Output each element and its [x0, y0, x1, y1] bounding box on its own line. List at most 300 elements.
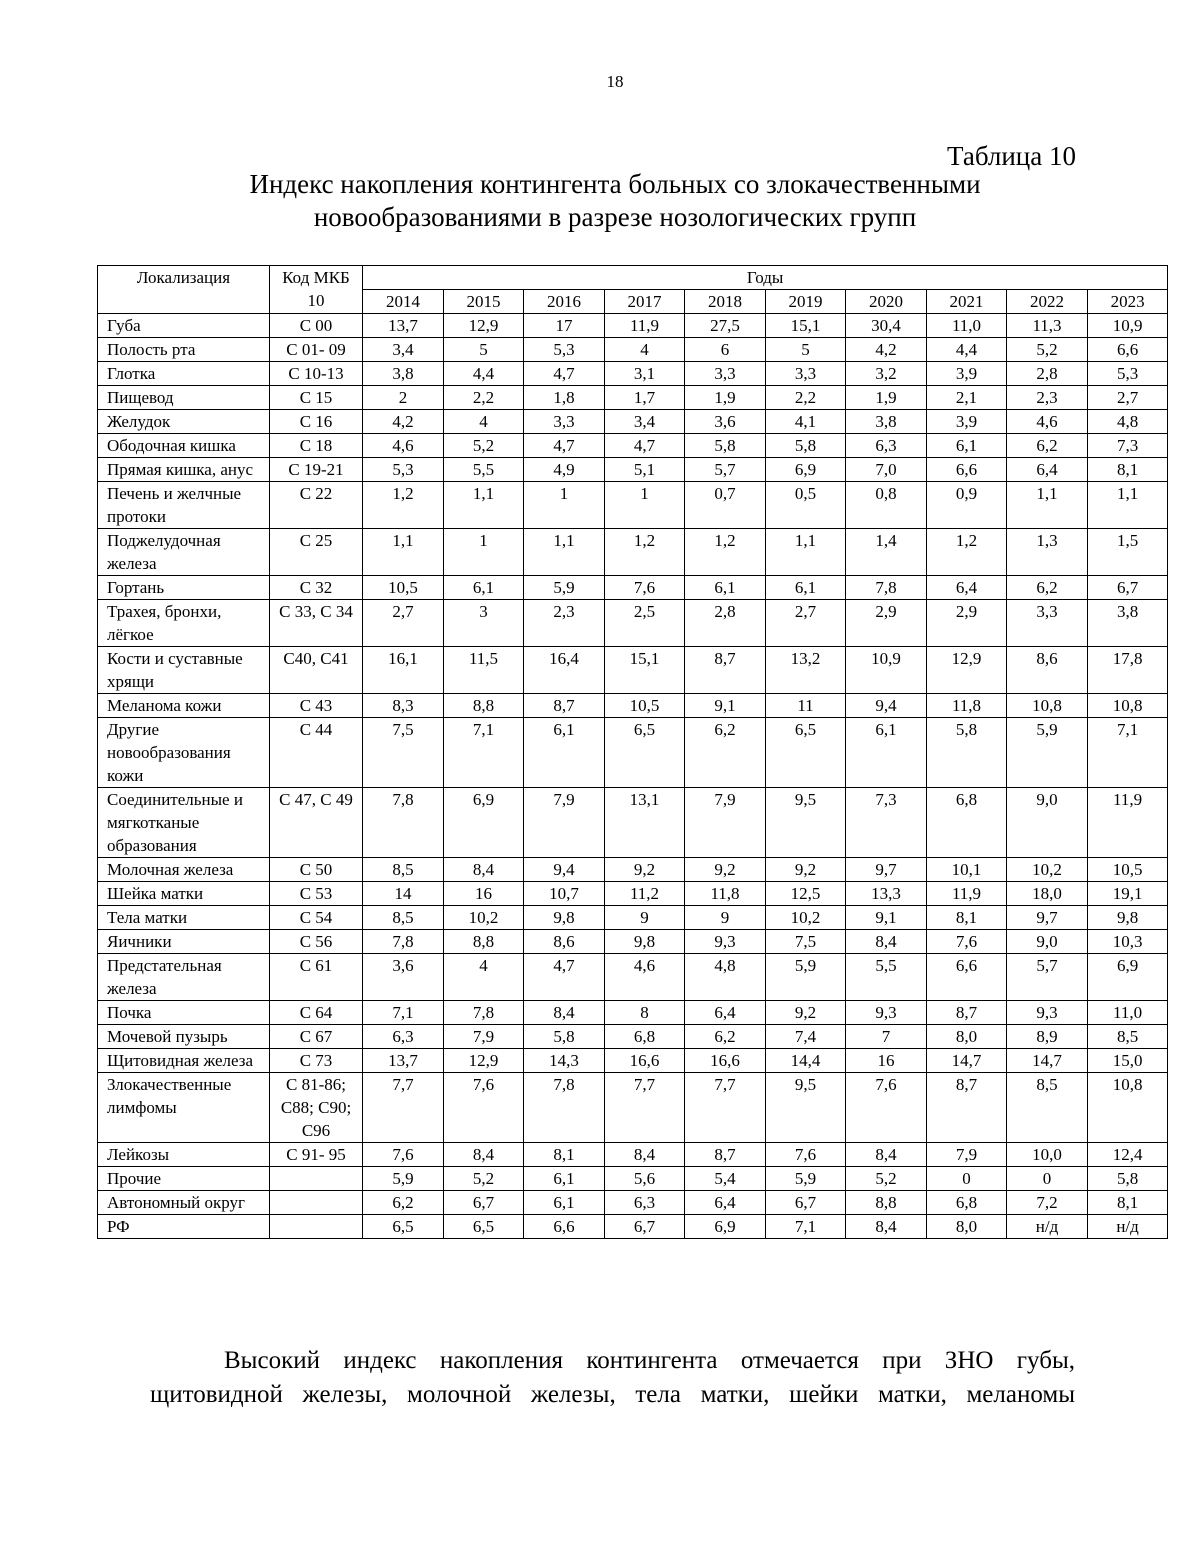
- cell-value: 6,3: [605, 1191, 685, 1215]
- cell-value: 1: [524, 482, 605, 529]
- cell-value: 6,9: [1088, 954, 1168, 1001]
- cell-value: 9: [605, 906, 685, 930]
- cell-value: 5,9: [766, 1167, 846, 1191]
- cell-value: 8,8: [846, 1191, 927, 1215]
- cell-value: 10,2: [1007, 858, 1088, 882]
- cell-value: 10,7: [524, 882, 605, 906]
- cell-value: 4,2: [846, 338, 927, 362]
- cell-value: 16,1: [363, 647, 444, 694]
- cell-value: 9,2: [766, 858, 846, 882]
- cell-value: 0: [927, 1167, 1007, 1191]
- cell-value: 14,7: [1007, 1049, 1088, 1073]
- header-years-group: Годы: [363, 266, 1168, 290]
- cell-value: 10,5: [363, 576, 444, 600]
- cell-value: 8,4: [524, 1001, 605, 1025]
- table-row: [98, 314, 1168, 338]
- cell-value: 10,8: [1007, 694, 1088, 718]
- cell-value: 9,7: [846, 858, 927, 882]
- cell-value: 7,5: [766, 930, 846, 954]
- cell-value: 1,7: [605, 386, 685, 410]
- cell-code: С 10-13: [270, 362, 363, 386]
- cell-value: 6,4: [685, 1001, 766, 1025]
- table-row: [98, 1167, 1168, 1191]
- cell-value: 1,1: [1088, 482, 1168, 529]
- cell-value: 1,3: [1007, 529, 1088, 576]
- cell-code: С40, С41: [270, 647, 363, 694]
- cell-localization: Поджелудочная железа: [98, 529, 270, 576]
- cell-value: 8,8: [444, 694, 524, 718]
- cell-value: 16,6: [685, 1049, 766, 1073]
- header-year: 2015: [444, 290, 524, 314]
- cell-code: С 22: [270, 482, 363, 529]
- cell-value: 5,2: [444, 1167, 524, 1191]
- cell-value: 5,2: [444, 434, 524, 458]
- cell-code: С 19-21: [270, 458, 363, 482]
- cell-value: 9,8: [605, 930, 685, 954]
- cell-value: 7,6: [766, 1143, 846, 1167]
- cell-value: 3,9: [927, 410, 1007, 434]
- cell-value: 8,1: [927, 906, 1007, 930]
- cell-value: 5,6: [605, 1167, 685, 1191]
- cell-code: С 18: [270, 434, 363, 458]
- cell-value: 5,2: [846, 1167, 927, 1191]
- cell-value: 3,6: [685, 410, 766, 434]
- cell-value: 6,7: [605, 1215, 685, 1239]
- cell-value: 5,4: [685, 1167, 766, 1191]
- cell-code: С 01- 09: [270, 338, 363, 362]
- cell-value: 9,4: [846, 694, 927, 718]
- cell-value: 11,3: [1007, 314, 1088, 338]
- table-row: [98, 1073, 1168, 1143]
- cell-value: 9,1: [846, 906, 927, 930]
- cell-value: 7,6: [363, 1143, 444, 1167]
- cell-value: 8: [605, 1001, 685, 1025]
- cell-value: 1,4: [846, 529, 927, 576]
- cell-value: н/д: [1088, 1215, 1168, 1239]
- cell-value: 16,6: [605, 1049, 685, 1073]
- table-row: [98, 386, 1168, 410]
- cell-value: 5: [444, 338, 524, 362]
- cell-value: 3,8: [363, 362, 444, 386]
- cell-value: 8,1: [524, 1143, 605, 1167]
- table-row: [98, 600, 1168, 647]
- cell-value: 10,3: [1088, 930, 1168, 954]
- cell-value: 6,9: [444, 788, 524, 858]
- cell-value: 1,1: [524, 529, 605, 576]
- cell-code: С 53: [270, 882, 363, 906]
- cell-value: 9,3: [1007, 1001, 1088, 1025]
- header-localization: Локализация: [98, 266, 270, 314]
- cell-value: 2,2: [766, 386, 846, 410]
- cell-value: 10,2: [766, 906, 846, 930]
- table-row: [98, 482, 1168, 529]
- paragraph-line: щитовидной железы, молочной железы, тела матки, шейки матки, меланомы: [150, 1381, 1075, 1408]
- cell-localization: Гортань: [98, 576, 270, 600]
- table-row: [98, 788, 1168, 858]
- cell-value: 13,3: [846, 882, 927, 906]
- cell-value: 11,0: [1088, 1001, 1168, 1025]
- cell-localization: Шейка матки: [98, 882, 270, 906]
- cell-value: 2,7: [766, 600, 846, 647]
- cell-value: 8,0: [927, 1025, 1007, 1049]
- cell-value: 8,4: [444, 858, 524, 882]
- cell-value: 12,9: [444, 1049, 524, 1073]
- cell-localization: Автономный округ: [98, 1191, 270, 1215]
- cell-value: 9,8: [524, 906, 605, 930]
- cell-value: 9,3: [846, 1001, 927, 1025]
- cell-value: 8,7: [927, 1001, 1007, 1025]
- cell-value: 4,4: [927, 338, 1007, 362]
- cell-value: 5,8: [685, 434, 766, 458]
- cell-code: С 81-86; С88; С90; С96: [270, 1073, 363, 1143]
- cell-value: 4,8: [1088, 410, 1168, 434]
- cell-value: 5,8: [524, 1025, 605, 1049]
- cell-value: 7,8: [846, 576, 927, 600]
- cell-value: 12,5: [766, 882, 846, 906]
- cell-value: 8,7: [927, 1073, 1007, 1143]
- cell-localization: Молочная железа: [98, 858, 270, 882]
- cell-value: 16: [444, 882, 524, 906]
- table-row: [98, 434, 1168, 458]
- cell-value: 4,6: [605, 954, 685, 1001]
- cell-value: 6,4: [927, 576, 1007, 600]
- cell-value: 7,1: [766, 1215, 846, 1239]
- header-year: 2014: [363, 290, 444, 314]
- cell-value: 7,4: [766, 1025, 846, 1049]
- cell-value: 3,4: [605, 410, 685, 434]
- cell-value: 3,4: [363, 338, 444, 362]
- cell-value: 2,7: [1088, 386, 1168, 410]
- cell-value: 5,9: [363, 1167, 444, 1191]
- cell-value: 1,1: [363, 529, 444, 576]
- cell-value: 7: [846, 1025, 927, 1049]
- cell-value: 6,5: [444, 1215, 524, 1239]
- cell-localization: Печень и желчные протоки: [98, 482, 270, 529]
- cell-value: 8,6: [1007, 647, 1088, 694]
- cell-value: 10,8: [1088, 1073, 1168, 1143]
- header-year: 2022: [1007, 290, 1088, 314]
- cell-value: 6,8: [605, 1025, 685, 1049]
- cell-value: 13,7: [363, 314, 444, 338]
- cell-value: 8,8: [444, 930, 524, 954]
- cell-value: 5,1: [605, 458, 685, 482]
- table-row: [98, 1001, 1168, 1025]
- body-paragraph: [150, 1344, 1075, 1412]
- page-number: 18: [606, 72, 624, 91]
- cell-value: 5,3: [363, 458, 444, 482]
- cell-code: [270, 1191, 363, 1215]
- table-row: [98, 858, 1168, 882]
- cell-code: С 56: [270, 930, 363, 954]
- cell-value: 3,6: [363, 954, 444, 1001]
- table-label: Таблица 10: [947, 141, 1076, 171]
- cell-value: 5,9: [1007, 718, 1088, 788]
- table-row: [98, 338, 1168, 362]
- cell-value: 2,8: [685, 600, 766, 647]
- cell-localization: Злокачественные лимфомы: [98, 1073, 270, 1143]
- cell-value: 6,6: [524, 1215, 605, 1239]
- cell-value: 7,7: [605, 1073, 685, 1143]
- cell-localization: Меланома кожи: [98, 694, 270, 718]
- table-row: [98, 529, 1168, 576]
- cell-value: 15,1: [605, 647, 685, 694]
- cell-value: 6,7: [1088, 576, 1168, 600]
- cell-value: 6,1: [685, 576, 766, 600]
- cell-value: 1,9: [846, 386, 927, 410]
- cell-value: 9,2: [605, 858, 685, 882]
- header-year: 2020: [846, 290, 927, 314]
- cell-value: 10,5: [1088, 858, 1168, 882]
- cell-value: 2,8: [1007, 362, 1088, 386]
- table-row: [98, 906, 1168, 930]
- cell-value: 6: [685, 338, 766, 362]
- cell-value: 5,3: [524, 338, 605, 362]
- cell-value: 2,1: [927, 386, 1007, 410]
- cell-value: 19,1: [1088, 882, 1168, 906]
- paragraph-line: Высокий индекс накопления контингента отмечается при ЗНО губы,: [224, 1347, 1075, 1374]
- cell-value: 7,0: [846, 458, 927, 482]
- cell-value: 4: [444, 410, 524, 434]
- cell-value: 10,5: [605, 694, 685, 718]
- cell-localization: Яичники: [98, 930, 270, 954]
- cell-value: 6,6: [927, 954, 1007, 1001]
- cell-value: 7,9: [927, 1143, 1007, 1167]
- cell-code: С 61: [270, 954, 363, 1001]
- cell-value: 6,4: [685, 1191, 766, 1215]
- cell-value: 14,7: [927, 1049, 1007, 1073]
- cell-value: 4,7: [524, 434, 605, 458]
- cell-value: 7,7: [363, 1073, 444, 1143]
- cell-value: 6,2: [685, 718, 766, 788]
- cell-localization: РФ: [98, 1215, 270, 1239]
- cell-value: 6,1: [524, 718, 605, 788]
- cell-value: 9,5: [766, 1073, 846, 1143]
- cell-value: 7,2: [1007, 1191, 1088, 1215]
- cell-value: 7,6: [927, 930, 1007, 954]
- cell-value: 3,3: [1007, 600, 1088, 647]
- cell-value: 30,4: [846, 314, 927, 338]
- table-row: [98, 1215, 1168, 1239]
- cell-value: 1,8: [524, 386, 605, 410]
- cell-value: 3,8: [846, 410, 927, 434]
- cell-value: 7,1: [444, 718, 524, 788]
- table-row: [98, 930, 1168, 954]
- cell-localization: Кости и суставные хрящи: [98, 647, 270, 694]
- cell-value: 3,9: [927, 362, 1007, 386]
- header-year: 2019: [766, 290, 846, 314]
- cell-value: 3,3: [766, 362, 846, 386]
- cell-value: 10,1: [927, 858, 1007, 882]
- cell-code: С 00: [270, 314, 363, 338]
- cell-value: 8,3: [363, 694, 444, 718]
- cell-value: 12,4: [1088, 1143, 1168, 1167]
- cell-value: 1: [444, 529, 524, 576]
- cell-localization: Почка: [98, 1001, 270, 1025]
- cell-value: 6,7: [766, 1191, 846, 1215]
- cell-value: 9,5: [766, 788, 846, 858]
- table-row: [98, 410, 1168, 434]
- cell-code: С 32: [270, 576, 363, 600]
- table-title-line: Индекс накопления контингента больных со злокачественными: [249, 169, 981, 199]
- cell-value: 2,3: [524, 600, 605, 647]
- cell-value: 6,7: [444, 1191, 524, 1215]
- cell-code: С 50: [270, 858, 363, 882]
- cell-value: 3,1: [605, 362, 685, 386]
- cell-value: 8,5: [1007, 1073, 1088, 1143]
- cell-value: 9,3: [685, 930, 766, 954]
- cell-value: 6,5: [363, 1215, 444, 1239]
- cell-value: 1: [605, 482, 685, 529]
- cell-value: 17: [524, 314, 605, 338]
- table-title: [0, 168, 1200, 234]
- cell-value: 6,2: [1007, 576, 1088, 600]
- cell-value: 4,9: [524, 458, 605, 482]
- cell-value: 27,5: [685, 314, 766, 338]
- cell-value: 6,8: [927, 1191, 1007, 1215]
- cell-value: 16,4: [524, 647, 605, 694]
- cell-value: 8,1: [1088, 1191, 1168, 1215]
- cell-value: 10,0: [1007, 1143, 1088, 1167]
- cell-value: 7,8: [363, 788, 444, 858]
- cell-value: 7,1: [363, 1001, 444, 1025]
- cell-code: С 91- 95: [270, 1143, 363, 1167]
- cell-value: 8,5: [363, 858, 444, 882]
- cell-value: 9: [685, 906, 766, 930]
- cell-value: 11,9: [605, 314, 685, 338]
- cell-code: С 16: [270, 410, 363, 434]
- cell-value: 4,7: [605, 434, 685, 458]
- cell-value: 7,8: [444, 1001, 524, 1025]
- cell-value: 1,2: [685, 529, 766, 576]
- cell-code: С 33, С 34: [270, 600, 363, 647]
- cell-localization: Прочие: [98, 1167, 270, 1191]
- cell-value: 11,0: [927, 314, 1007, 338]
- cell-value: 3,3: [685, 362, 766, 386]
- cell-code: [270, 1215, 363, 1239]
- cell-value: 14,4: [766, 1049, 846, 1073]
- cell-value: 9,1: [685, 694, 766, 718]
- cell-localization: Щитовидная железа: [98, 1049, 270, 1073]
- cell-value: 4: [605, 338, 685, 362]
- cell-code: С 67: [270, 1025, 363, 1049]
- cell-value: 7,9: [444, 1025, 524, 1049]
- cell-value: 14: [363, 882, 444, 906]
- cell-value: 15,0: [1088, 1049, 1168, 1073]
- cell-code: С 73: [270, 1049, 363, 1073]
- cell-value: 5,5: [846, 954, 927, 1001]
- cell-value: 0,8: [846, 482, 927, 529]
- cell-value: 10,8: [1088, 694, 1168, 718]
- cell-value: 5,8: [766, 434, 846, 458]
- cell-value: 0,5: [766, 482, 846, 529]
- cell-value: 8,7: [685, 1143, 766, 1167]
- cell-value: 13,1: [605, 788, 685, 858]
- cell-value: 2,5: [605, 600, 685, 647]
- cell-localization: Мочевой пузырь: [98, 1025, 270, 1049]
- cell-value: 1,2: [927, 529, 1007, 576]
- cell-value: 4,2: [363, 410, 444, 434]
- cell-value: 8,9: [1007, 1025, 1088, 1049]
- cell-value: 5,7: [685, 458, 766, 482]
- table-row: [98, 1025, 1168, 1049]
- cell-value: 7,6: [846, 1073, 927, 1143]
- cell-localization: Трахея, бронхи, лёгкое: [98, 600, 270, 647]
- cell-value: 5: [766, 338, 846, 362]
- cell-value: 18,0: [1007, 882, 1088, 906]
- cell-value: 6,2: [1007, 434, 1088, 458]
- cell-localization: Пищевод: [98, 386, 270, 410]
- cell-localization: Соединительные и мягкотканые образования: [98, 788, 270, 858]
- cell-value: 2,9: [927, 600, 1007, 647]
- header-year: 2021: [927, 290, 1007, 314]
- cell-value: 6,3: [363, 1025, 444, 1049]
- cell-value: 6,1: [927, 434, 1007, 458]
- incidence-table: [97, 265, 1168, 1239]
- cell-value: 8,1: [1088, 458, 1168, 482]
- cell-localization: Глотка: [98, 362, 270, 386]
- cell-value: 11,2: [605, 882, 685, 906]
- cell-value: 6,9: [685, 1215, 766, 1239]
- cell-value: 2,9: [846, 600, 927, 647]
- cell-value: 10,9: [846, 647, 927, 694]
- cell-value: 4,1: [766, 410, 846, 434]
- cell-value: 11,9: [927, 882, 1007, 906]
- cell-value: 8,5: [363, 906, 444, 930]
- cell-value: 4,6: [1007, 410, 1088, 434]
- table-row: [98, 647, 1168, 694]
- cell-localization: Лейкозы: [98, 1143, 270, 1167]
- header-year: 2017: [605, 290, 685, 314]
- cell-value: 6,4: [1007, 458, 1088, 482]
- cell-value: 15,1: [766, 314, 846, 338]
- cell-value: 9,0: [1007, 930, 1088, 954]
- table-row: [98, 576, 1168, 600]
- cell-value: 2: [363, 386, 444, 410]
- cell-value: 1,2: [363, 482, 444, 529]
- cell-value: 5,8: [1088, 1167, 1168, 1191]
- table-row: [98, 954, 1168, 1001]
- cell-value: 8,7: [524, 694, 605, 718]
- cell-value: 4: [444, 954, 524, 1001]
- cell-value: 1,1: [1007, 482, 1088, 529]
- cell-code: С 15: [270, 386, 363, 410]
- cell-value: 4,8: [685, 954, 766, 1001]
- header-code: Код МКБ 10: [270, 266, 363, 314]
- cell-value: 8,6: [524, 930, 605, 954]
- cell-value: 3,2: [846, 362, 927, 386]
- table-row: [98, 882, 1168, 906]
- header-year: 2016: [524, 290, 605, 314]
- header-year: 2018: [685, 290, 766, 314]
- cell-value: 16: [846, 1049, 927, 1073]
- cell-value: н/д: [1007, 1215, 1088, 1239]
- cell-localization: Полость рта: [98, 338, 270, 362]
- cell-value: 9,2: [766, 1001, 846, 1025]
- cell-value: 6,5: [766, 718, 846, 788]
- cell-code: С 64: [270, 1001, 363, 1025]
- cell-value: 7,1: [1088, 718, 1168, 788]
- table-title-line: новообразованиями в разрезе нозологических групп: [313, 202, 917, 232]
- cell-value: 7,7: [685, 1073, 766, 1143]
- cell-value: 9,4: [524, 858, 605, 882]
- cell-localization: Губа: [98, 314, 270, 338]
- cell-value: 6,6: [1088, 338, 1168, 362]
- cell-value: 5,5: [444, 458, 524, 482]
- cell-value: 4,4: [444, 362, 524, 386]
- table-body: [98, 314, 1168, 1239]
- cell-code: С 47, С 49: [270, 788, 363, 858]
- cell-value: 2,3: [1007, 386, 1088, 410]
